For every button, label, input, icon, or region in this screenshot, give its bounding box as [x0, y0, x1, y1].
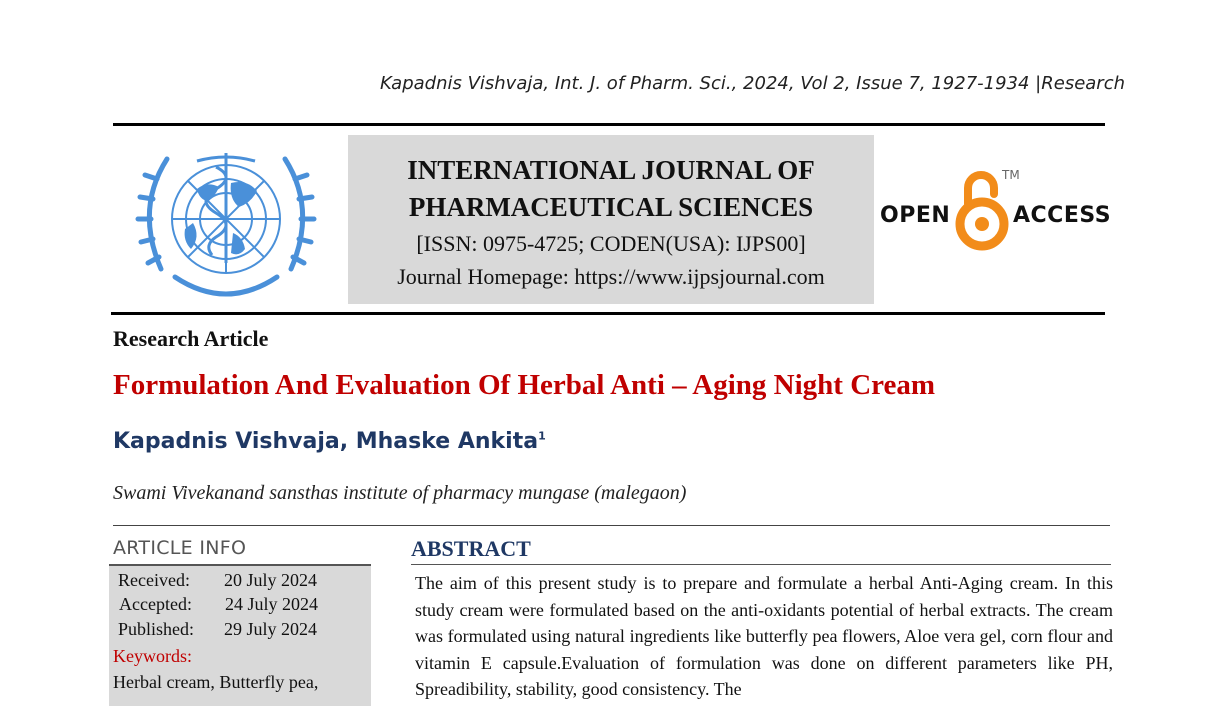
- article-authors: [113, 429, 546, 454]
- received-date: 20 July 2024: [224, 570, 318, 590]
- keywords-text: Herbal cream, Butterfly pea,: [113, 672, 319, 692]
- keywords-label: Keywords:: [113, 646, 192, 666]
- article-info-box: [109, 566, 371, 706]
- open-access-logo: [880, 166, 1110, 252]
- header-rule-top: [113, 123, 1105, 126]
- abstract-heading: ABSTRACT: [411, 536, 531, 561]
- accepted-row: [118, 594, 318, 615]
- open-access-word-access: ACCESS: [1013, 203, 1112, 228]
- running-header-citation: Kapadnis Vishvaja, Int. J. of Pharm. Sci., 2024, Vol 2, Issue 7, 1927-1934 |Research: [380, 73, 1126, 94]
- published-row: [118, 619, 317, 640]
- journal-name-line2: PHARMACEUTICAL SCIENCES: [408, 192, 814, 222]
- journal-issn: [ISSN: 0975-4725; CODEN(USA): IJPS00]: [416, 231, 806, 256]
- author-affiliation: Swami Vivekanand sansthas institute of pharmacy mungase (malegaon): [113, 482, 687, 504]
- open-access-word-open: OPEN: [880, 203, 951, 228]
- journal-title-box: [348, 135, 874, 304]
- accepted-date: 24 July 2024: [225, 594, 319, 614]
- received-row: [118, 570, 317, 591]
- header-rule-bottom: [111, 312, 1105, 315]
- article-info-heading: ARTICLE INFO: [113, 537, 247, 559]
- author-names: Kapadnis Vishvaja, Mhaske Ankita: [113, 429, 539, 454]
- published-date: 29 July 2024: [224, 619, 318, 639]
- trademark-mark: TM: [1002, 168, 1020, 182]
- journal-homepage: Journal Homepage: https://www.ijpsjournal.com: [397, 264, 825, 289]
- published-label: Published:: [118, 619, 195, 639]
- author-affiliation-marker: 1: [538, 429, 546, 443]
- section-divider: [113, 525, 1110, 526]
- received-label: Received:: [118, 570, 190, 590]
- accepted-label: Accepted:: [119, 594, 192, 614]
- article-title: Formulation And Evaluation Of Herbal Anti – Aging Night Cream: [113, 369, 936, 401]
- abstract-rule: [411, 564, 1111, 565]
- journal-name-line1: INTERNATIONAL JOURNAL OF: [407, 155, 815, 185]
- abstract-body: The aim of this present study is to prepare and formulate a herbal Anti-Aging cream. In this study cream were formulated based on the anti-oxidants potential of herbal extracts. The cream was formulated using natural ingredients like butterfly pea flowers, Aloe vera gel, corn flour and vitamin E capsule.Evaluation of formulation was done on different parameters like PH, Spreadibility, stability, good consistency. The: [415, 573, 1113, 699]
- article-type: Research Article: [113, 326, 269, 351]
- journal-emblem-logo: [127, 139, 325, 305]
- journal-name: [348, 152, 874, 226]
